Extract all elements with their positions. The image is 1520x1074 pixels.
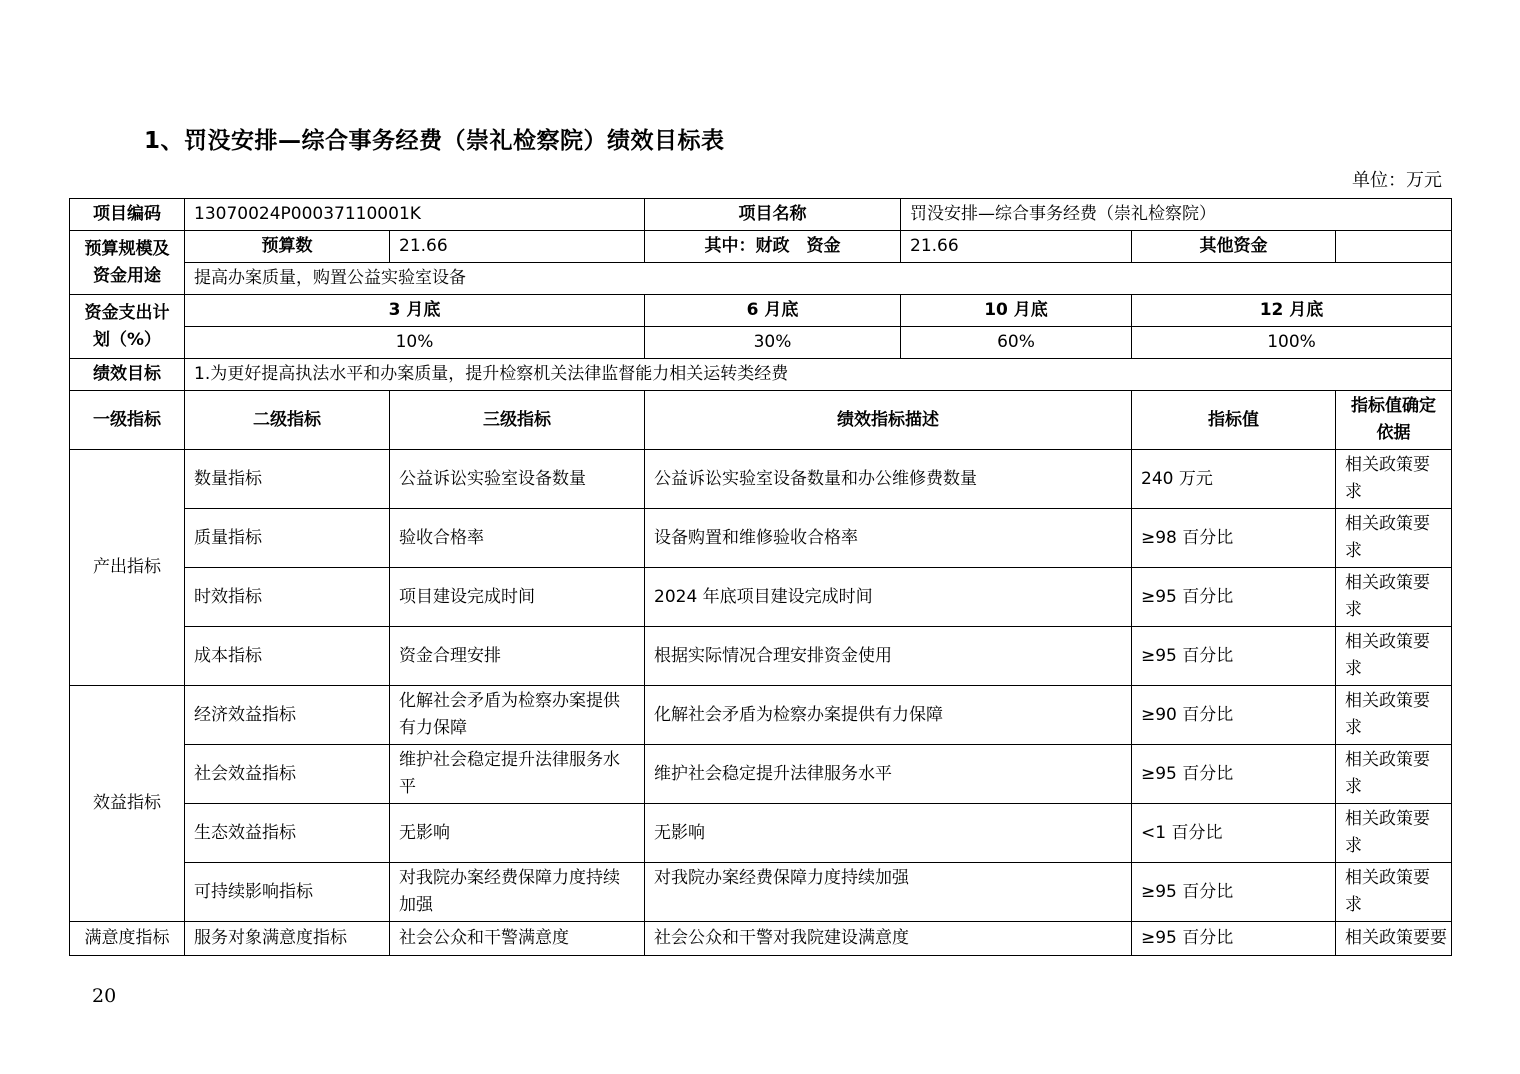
description-cell: 维护社会稳定提升法律服务水平 — [645, 745, 1132, 804]
budget-amount-label: 预算数 — [185, 231, 390, 263]
purpose-row — [70, 263, 1452, 295]
level2-cell: 经济效益指标 — [185, 686, 390, 745]
level3-cell: 对我院办案经费保障力度持续加强 — [390, 863, 645, 922]
basis-cell: 相关政策要求 — [1336, 804, 1452, 863]
project-code-label: 项目编码 — [70, 199, 185, 231]
indicator-value-cell: ≥95 百分比 — [1132, 627, 1336, 686]
fiscal-fund-label: 其中：财政 资金 — [645, 231, 901, 263]
level3-cell: 维护社会稳定提升法律服务水平 — [390, 745, 645, 804]
description-cell: 公益诉讼实验室设备数量和办公维修费数量 — [645, 450, 1132, 509]
project-row — [70, 199, 1452, 231]
table-row — [70, 509, 1452, 568]
spending-plan-values-row — [70, 327, 1452, 359]
indicator-value-cell: ≥90 百分比 — [1132, 686, 1336, 745]
description-cell: 社会公众和干警对我院建设满意度 — [645, 922, 1132, 956]
fiscal-fund-value: 21.66 — [901, 231, 1132, 263]
unit-label: 单位：万元 — [1352, 170, 1442, 191]
value-june: 30% — [645, 327, 901, 359]
header-level2: 二级指标 — [185, 391, 390, 450]
table-row — [70, 568, 1452, 627]
period-june: 6 月底 — [645, 295, 901, 327]
level2-cell: 社会效益指标 — [185, 745, 390, 804]
header-level3: 三级指标 — [390, 391, 645, 450]
basis-cell: 相关政策要求 — [1336, 450, 1452, 509]
description-cell: 根据实际情况合理安排资金使用 — [645, 627, 1132, 686]
level3-cell: 资金合理安排 — [390, 627, 645, 686]
table-row — [70, 863, 1452, 922]
level3-cell: 验收合格率 — [390, 509, 645, 568]
table-row — [70, 627, 1452, 686]
level3-cell: 项目建设完成时间 — [390, 568, 645, 627]
spending-plan-label: 资金支出计划（%） — [70, 295, 185, 359]
table-row — [70, 686, 1452, 745]
other-fund-label: 其他资金 — [1132, 231, 1336, 263]
level2-cell: 服务对象满意度指标 — [185, 922, 390, 956]
period-march: 3 月底 — [185, 295, 645, 327]
period-december: 12 月底 — [1132, 295, 1452, 327]
project-name-label: 项目名称 — [645, 199, 901, 231]
spending-plan-header-row — [70, 295, 1452, 327]
level2-cell: 生态效益指标 — [185, 804, 390, 863]
indicator-value-cell: ≥98 百分比 — [1132, 509, 1336, 568]
level3-cell: 无影响 — [390, 804, 645, 863]
description-cell: 无影响 — [645, 804, 1132, 863]
indicator-value-cell: ≥95 百分比 — [1132, 922, 1336, 956]
project-code-value: 13070024P00037110001K — [185, 199, 645, 231]
goal-row — [70, 359, 1452, 391]
value-october: 60% — [901, 327, 1132, 359]
basis-cell: 相关政策要求 — [1336, 509, 1452, 568]
basis-cell: 相关政策要求 — [1336, 568, 1452, 627]
table-row — [70, 804, 1452, 863]
performance-target-table — [69, 198, 1452, 956]
indicator-value-cell: ≥95 百分比 — [1132, 568, 1336, 627]
indicator-header-row — [70, 391, 1452, 450]
level3-cell: 社会公众和干警满意度 — [390, 922, 645, 956]
level2-cell: 可持续影响指标 — [185, 863, 390, 922]
budget-label: 预算规模及资金用途 — [70, 231, 185, 295]
description-cell: 化解社会矛盾为检察办案提供有力保障 — [645, 686, 1132, 745]
project-name-value: 罚没安排—综合事务经费（崇礼检察院） — [901, 199, 1452, 231]
goal-text: 1.为更好提高执法水平和办案质量，提升检察机关法律监督能力相关运转类经费 — [185, 359, 1452, 391]
table-row — [70, 922, 1452, 956]
indicator-value-cell: 240 万元 — [1132, 450, 1336, 509]
level2-cell: 质量指标 — [185, 509, 390, 568]
table-row — [70, 745, 1452, 804]
indicator-value-cell: ≥95 百分比 — [1132, 863, 1336, 922]
description-cell: 对我院办案经费保障力度持续加强 — [645, 863, 1132, 922]
level2-cell: 时效指标 — [185, 568, 390, 627]
description-cell: 设备购置和维修验收合格率 — [645, 509, 1132, 568]
category-output: 产出指标 — [70, 450, 185, 686]
header-description: 绩效指标描述 — [645, 391, 1132, 450]
header-level1: 一级指标 — [70, 391, 185, 450]
level2-cell: 数量指标 — [185, 450, 390, 509]
basis-cell: 相关政策要求 — [1336, 686, 1452, 745]
indicator-value-cell: ≥95 百分比 — [1132, 745, 1336, 804]
basis-cell: 相关政策要要 — [1336, 922, 1452, 956]
table-row — [70, 450, 1452, 509]
page-title: 1、罚没安排—综合事务经费（崇礼检察院）绩效目标表 — [144, 128, 725, 154]
level3-cell: 公益诉讼实验室设备数量 — [390, 450, 645, 509]
basis-cell: 相关政策要求 — [1336, 863, 1452, 922]
header-value: 指标值 — [1132, 391, 1336, 450]
description-cell: 2024 年底项目建设完成时间 — [645, 568, 1132, 627]
header-basis: 指标值确定依据 — [1336, 391, 1452, 450]
other-fund-value — [1336, 231, 1452, 263]
budget-amount-value: 21.66 — [390, 231, 645, 263]
category-benefit: 效益指标 — [70, 686, 185, 922]
category-satisfaction: 满意度指标 — [70, 922, 185, 956]
basis-cell: 相关政策要求 — [1336, 745, 1452, 804]
value-december: 100% — [1132, 327, 1452, 359]
indicator-value-cell: <1 百分比 — [1132, 804, 1336, 863]
value-march: 10% — [185, 327, 645, 359]
period-october: 10 月底 — [901, 295, 1132, 327]
level2-cell: 成本指标 — [185, 627, 390, 686]
page-number: 20 — [92, 985, 117, 1007]
level3-cell: 化解社会矛盾为检察办案提供有力保障 — [390, 686, 645, 745]
basis-cell: 相关政策要求 — [1336, 627, 1452, 686]
budget-row — [70, 231, 1452, 263]
budget-purpose: 提高办案质量，购置公益实验室设备 — [185, 263, 1452, 295]
goal-label: 绩效目标 — [70, 359, 185, 391]
